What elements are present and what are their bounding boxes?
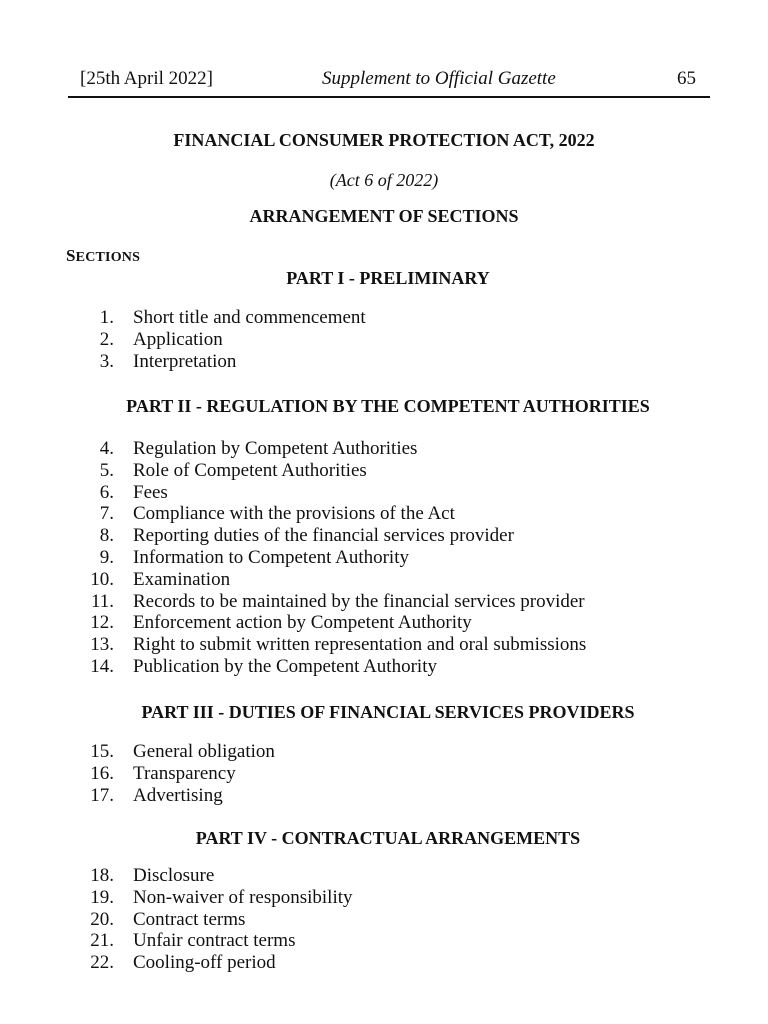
section-title: Role of Competent Authorities — [133, 459, 367, 481]
section-title: Examination — [133, 568, 231, 590]
list-item — [0, 741, 768, 763]
list-item — [0, 525, 768, 547]
list-item — [0, 351, 768, 373]
section-title: Transparency — [133, 762, 236, 784]
section-number: 7. — [99, 503, 114, 525]
section-number: 17. — [90, 784, 114, 806]
section-list-part-2 — [0, 438, 768, 678]
list-item — [0, 865, 768, 887]
section-title: General obligation — [133, 741, 275, 762]
list-item — [0, 952, 768, 974]
section-title: Reporting duties of the financial services provider — [133, 525, 514, 547]
list-item — [0, 909, 768, 931]
list-item — [0, 591, 768, 613]
gazette-date: [25th April 2022] — [80, 68, 213, 89]
list-item — [0, 307, 768, 329]
list-item — [0, 612, 768, 634]
section-title: Enforcement action by Competent Authority — [133, 612, 472, 634]
section-title: Unfair contract terms — [133, 930, 296, 952]
section-number: 8. — [99, 525, 114, 547]
section-number: 3. — [99, 350, 114, 372]
part-heading-4: PART IV - CONTRACTUAL ARRANGEMENTS — [195, 828, 581, 848]
section-title: Advertising — [133, 784, 223, 806]
section-number: 1. — [99, 307, 114, 328]
act-title: FINANCIAL CONSUMER PROTECTION ACT, 2022 — [173, 130, 595, 150]
section-number: 21. — [90, 930, 114, 952]
list-item — [0, 329, 768, 351]
page-number: 65 — [677, 68, 696, 89]
section-title: Disclosure — [133, 865, 215, 886]
section-number: 15. — [90, 741, 114, 762]
section-title: Compliance with the provisions of the Act — [133, 503, 455, 525]
publication-title: Supplement to Official Gazette — [322, 68, 556, 89]
section-title: Contract terms — [133, 908, 246, 930]
arrangement-heading: ARRANGEMENT OF SECTIONS — [249, 206, 519, 226]
section-title: Regulation by Competent Authorities — [133, 438, 418, 459]
section-title: Short title and commencement — [133, 307, 366, 328]
list-item — [0, 785, 768, 807]
list-item — [0, 482, 768, 504]
section-title: Non-waiver of responsibility — [133, 886, 353, 908]
page-header — [68, 68, 710, 98]
section-title: Fees — [133, 481, 168, 503]
section-list-part-4 — [0, 865, 768, 974]
section-number: 16. — [90, 762, 114, 784]
section-title: Interpretation — [133, 350, 237, 372]
list-item — [0, 656, 768, 678]
part-heading-3: PART III - DUTIES OF FINANCIAL SERVICES PROVIDERS — [141, 702, 635, 722]
section-title: Information to Competent Authority — [133, 546, 409, 568]
section-number: 19. — [90, 886, 114, 908]
sections-label — [66, 246, 140, 266]
section-number: 13. — [90, 634, 114, 656]
list-item — [0, 547, 768, 569]
list-item — [0, 763, 768, 785]
section-number: 22. — [90, 952, 114, 974]
part-heading-2: PART II - REGULATION BY THE COMPETENT AUTHORITIES — [126, 396, 650, 416]
sections-label-rest: ECTIONS — [75, 250, 141, 265]
section-number: 11. — [90, 590, 114, 612]
section-number: 10. — [90, 568, 114, 590]
section-number: 5. — [99, 459, 114, 481]
section-number: 20. — [90, 908, 114, 930]
act-number: (Act 6 of 2022) — [329, 170, 439, 190]
section-title: Application — [133, 328, 223, 350]
section-title: Cooling-off period — [133, 952, 276, 974]
section-number: 2. — [99, 328, 114, 350]
list-item — [0, 503, 768, 525]
section-number: 4. — [99, 438, 114, 459]
section-title: Right to submit written representation and oral submissions — [133, 634, 587, 656]
section-title: Publication by the Competent Authority — [133, 655, 437, 677]
list-item — [0, 887, 768, 909]
section-number: 18. — [90, 865, 114, 886]
section-number: 6. — [99, 481, 114, 503]
section-title: Records to be maintained by the financial services provider — [133, 590, 585, 612]
section-list-part-1 — [0, 307, 768, 372]
list-item — [0, 438, 768, 460]
sections-label-initial: S — [66, 246, 76, 265]
section-number: 14. — [90, 655, 114, 677]
section-number: 9. — [99, 546, 114, 568]
section-list-part-3 — [0, 741, 768, 806]
list-item — [0, 930, 768, 952]
list-item — [0, 569, 768, 591]
list-item — [0, 634, 768, 656]
list-item — [0, 460, 768, 482]
section-number: 12. — [90, 612, 114, 634]
part-heading-1: PART I - PRELIMINARY — [286, 268, 490, 288]
